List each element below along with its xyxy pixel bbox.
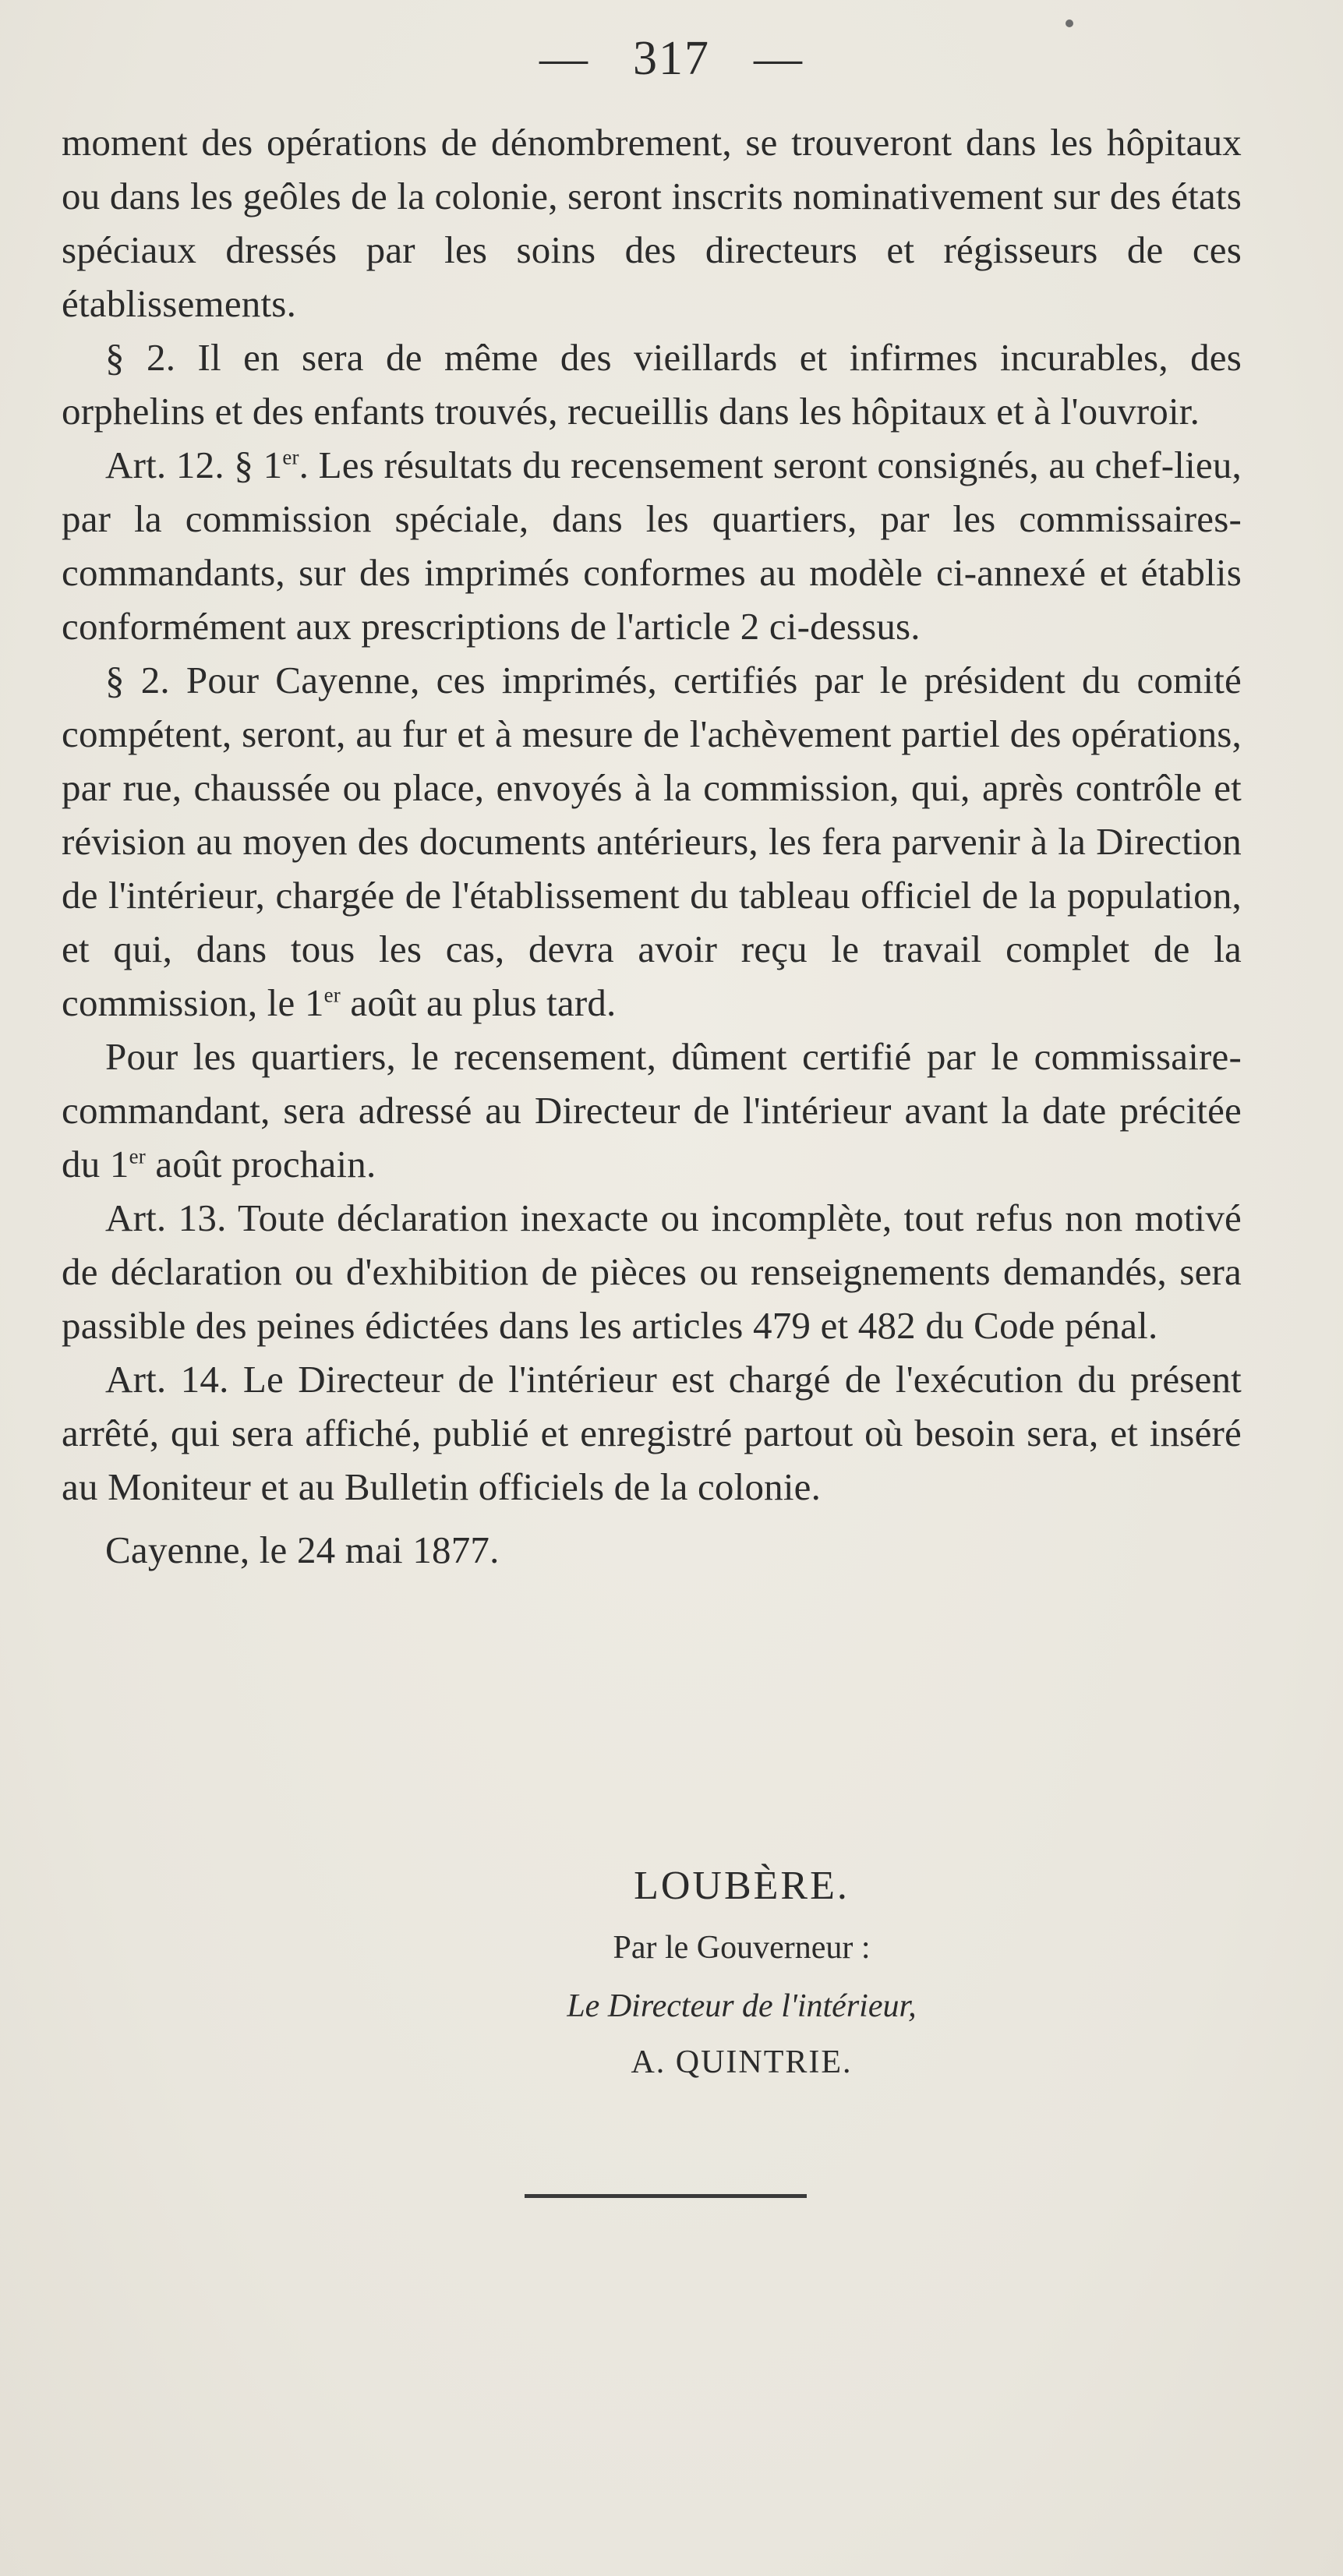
ink-speck xyxy=(1066,19,1073,27)
paragraph-article-13: Art. 13. Toute déclaration inexacte ou incomplète, tout refus non motivé de déclaration ou d'exhibition de pièces ou renseignements demandés, sera passible des peines édictées dans les articles 479 et 482 du Code pénal. xyxy=(62,1196,1242,1347)
paragraph-article-12 xyxy=(62,438,1242,653)
closing-rule xyxy=(525,2194,807,2198)
signature-name: LOUBÈRE. xyxy=(634,1864,850,1908)
cayenne-lead: § 2. Pour Cayenne, ces imprimés, certifiés par le président du comité compétent, seront, au fur et à mesure de l'achèvement partiel des opérations, par rue, chaussée ou place, envoyés à la commission, qui, après contrôle et révision au moyen des documents antérieurs, les fera parvenir à la Direction de l'intérieur, chargée de l'établissement du tableau officiel de la population, et qui, dans tous les cas, devra avoir reçu le travail complet de la commission, le 1 xyxy=(62,659,1242,1024)
quartiers-rest: août prochain. xyxy=(145,1143,376,1186)
date-line: Cayenne, le 24 mai 1877. xyxy=(105,1528,500,1571)
page-number: 317 xyxy=(633,32,710,85)
signature-by: Par le Gouverneur : xyxy=(613,1930,871,1966)
dash-right: — xyxy=(754,32,804,85)
quartiers-sup: er xyxy=(129,1144,146,1168)
article-12-sup: er xyxy=(282,445,299,469)
page-number-header xyxy=(0,31,1343,87)
paragraph-quartiers xyxy=(62,1030,1242,1191)
cayenne-sup: er xyxy=(323,983,341,1007)
signature-role: Le Directeur de l'intérieur, xyxy=(567,1988,917,2024)
signature-subscriber: A. QUINTRIE. xyxy=(631,2044,853,2080)
paragraph-article-14: Art. 14. Le Directeur de l'intérieur est chargé de l'exécution du présent arrêté, qui sera affiché, publié et enregistré partout où besoin sera, et inséré au Moniteur et au Bulletin officiels de la colonie. xyxy=(62,1358,1242,1508)
paragraph-section-2: § 2. Il en sera de même des vieillards et infirmes incurables, des orphelins et des enfants trouvés, recueillis dans les hôpitaux et à l'ouvroir. xyxy=(62,336,1242,433)
article-12-lead: Art. 12. § 1 xyxy=(105,443,283,486)
article-12-text: . Les résultats du recensement seront consignés, au chef-lieu, par la commission spéciale, dans les quartiers, par les commissaires-commandants, sur des imprimés conformes au modèle ci-annexé et établis conformément aux prescriptions de l'article 2 ci-dessus. xyxy=(62,443,1242,648)
paragraph-cayenne xyxy=(62,653,1242,1030)
paragraph-continuation: moment des opérations de dénombrement, se trouveront dans les hôpitaux ou dans les geôles de la colonie, seront inscrits nominativement sur des états spéciaux dressés par les soins des directeurs et régisseurs de ces établissements. xyxy=(62,121,1242,325)
quartiers-lead: Pour les quartiers, le recensement, dûment certifié par le commissaire-commandant, sera adressé au Directeur de l'intérieur avant la date précitée du 1 xyxy=(62,1035,1242,1186)
cayenne-rest: août au plus tard. xyxy=(340,981,617,1024)
dash-left: — xyxy=(539,32,589,85)
body-text xyxy=(62,115,1242,1577)
